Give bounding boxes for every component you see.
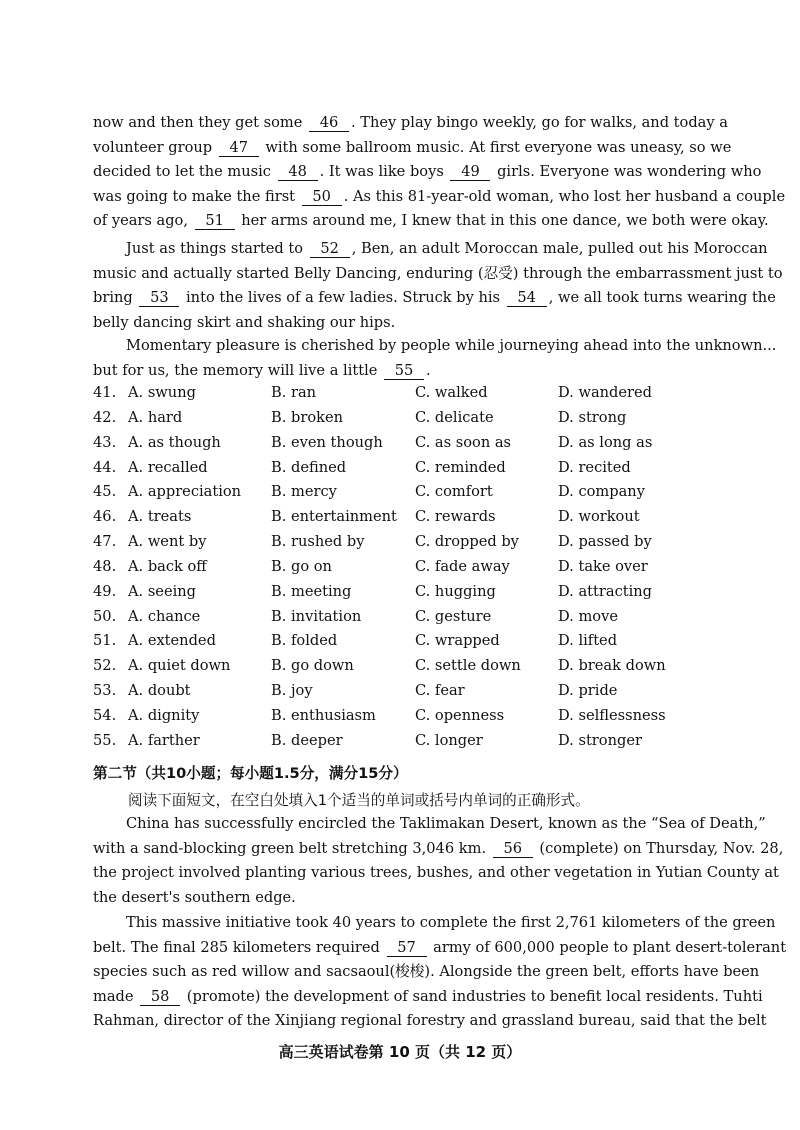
options-table xyxy=(93,384,713,757)
text-line xyxy=(93,334,777,359)
text-segment: belly dancing skirt and shaking our hips. xyxy=(93,313,396,331)
option-c: C. comfort xyxy=(415,483,493,501)
text-segment: music and actually started Belly Dancing, enduring (忍受) through the embarrassment just to xyxy=(93,264,783,282)
option-b: B. deeper xyxy=(271,731,343,749)
text-segment: , Ben, an adult Moroccan male, pulled out his Moroccan xyxy=(351,240,768,257)
option-d: D. attracting xyxy=(558,582,653,600)
option-a: A. dignity xyxy=(128,706,200,724)
option-a: A. doubt xyxy=(128,682,191,700)
text-segment: decided to let the music xyxy=(93,163,276,181)
answer-blank: 54 xyxy=(507,289,547,307)
option-a: A. chance xyxy=(128,607,201,625)
option-b: B. broken xyxy=(271,408,343,426)
question-number: 47. xyxy=(93,533,117,551)
question-number: 41. xyxy=(93,384,117,401)
option-c: C. rewards xyxy=(415,508,496,526)
option-a: A. swung xyxy=(128,384,196,401)
text-segment: . It was like boys xyxy=(319,163,449,181)
option-d: D. recited xyxy=(558,458,631,476)
text-line xyxy=(93,262,783,287)
text-line xyxy=(93,812,766,837)
text-line xyxy=(93,861,779,886)
option-b: B. enthusiasm xyxy=(271,706,376,724)
text-line xyxy=(93,1009,767,1034)
text-line xyxy=(93,111,728,136)
answer-blank: 58 xyxy=(140,988,180,1006)
text-segment: Just as things started to xyxy=(126,240,308,257)
option-b: B. mercy xyxy=(271,483,337,501)
answer-blank: 50 xyxy=(302,188,342,206)
option-row xyxy=(93,409,713,434)
question-number: 55. xyxy=(93,731,117,749)
answer-blank: 46 xyxy=(309,114,349,132)
passage-paragraph-3 xyxy=(93,334,777,383)
option-b: B. even though xyxy=(271,433,383,451)
text-segment: , we all took turns wearing the xyxy=(548,289,776,307)
option-c: C. walked xyxy=(415,384,488,401)
text-segment: but for us, the memory will live a little xyxy=(93,361,383,379)
option-c: C. longer xyxy=(415,731,483,749)
text-line xyxy=(93,359,705,384)
text-line xyxy=(93,311,705,336)
answer-blank: 57 xyxy=(387,939,427,957)
question-number: 53. xyxy=(93,682,117,700)
option-d: D. workout xyxy=(558,508,640,526)
option-c: C. openness xyxy=(415,706,505,724)
option-b: B. go down xyxy=(271,657,354,675)
option-a: A. seeing xyxy=(128,582,196,600)
text-segment: volunteer group xyxy=(93,138,217,156)
text-line xyxy=(93,209,769,234)
option-row xyxy=(93,434,713,459)
text-segment: Momentary pleasure is cherished by people while journeying ahead into the unknown... xyxy=(126,337,777,354)
passage-paragraph-1 xyxy=(93,111,786,234)
text-segment: with a sand-blocking green belt stretching 3,046 km. xyxy=(93,839,491,857)
question-number: 52. xyxy=(93,657,117,675)
option-d: D. wandered xyxy=(558,384,652,401)
option-row xyxy=(93,707,713,732)
text-line xyxy=(93,286,776,311)
text-segment: with some ballroom music. At first everyone was uneasy, so we xyxy=(260,138,732,156)
option-row xyxy=(93,732,713,757)
text-segment: army of 600,000 people to plant desert-tolerant xyxy=(428,938,787,956)
option-row xyxy=(93,682,713,707)
text-line xyxy=(93,985,763,1010)
option-d: D. move xyxy=(558,607,618,625)
question-number: 45. xyxy=(93,483,117,501)
question-number: 54. xyxy=(93,706,117,724)
option-c: C. as soon as xyxy=(415,433,512,451)
option-a: A. recalled xyxy=(128,458,208,476)
option-d: D. take over xyxy=(558,557,648,575)
question-number: 43. xyxy=(93,433,117,451)
text-segment: now and then they get some xyxy=(93,114,307,131)
text-segment: . As this 81-year-old woman, who lost her husband a couple xyxy=(343,187,786,205)
option-c: C. delicate xyxy=(415,408,494,426)
text-line xyxy=(93,185,786,210)
text-segment: . They play bingo weekly, go for walks, and today a xyxy=(351,114,728,131)
option-b: B. ran xyxy=(271,384,317,401)
text-line xyxy=(93,911,776,936)
text-segment: species such as red willow and sacsaoul(梭梭). Alongside the green belt, efforts have been xyxy=(93,963,760,981)
option-c: C. fade away xyxy=(415,557,510,575)
text-line xyxy=(93,936,787,961)
question-number: 51. xyxy=(93,632,117,650)
question-number: 46. xyxy=(93,508,117,526)
option-a: A. went by xyxy=(128,533,207,551)
option-c: C. fear xyxy=(415,682,465,700)
question-number: 44. xyxy=(93,458,117,476)
text-segment: the desert's southern edge. xyxy=(93,888,296,906)
option-c: C. dropped by xyxy=(415,533,519,551)
text-segment: made xyxy=(93,987,139,1005)
option-row xyxy=(93,657,713,682)
text-segment: her arms around me, I knew that in this one dance, we both were okay. xyxy=(236,212,769,230)
option-b: B. joy xyxy=(271,682,313,700)
option-row xyxy=(93,508,713,533)
option-a: A. quiet down xyxy=(128,657,231,675)
option-row xyxy=(93,384,713,409)
text-line xyxy=(93,837,784,862)
text-segment: belt. The final 285 kilometers required xyxy=(93,938,385,956)
text-segment: girls. Everyone was wondering who xyxy=(492,163,762,181)
passage2-paragraph-2 xyxy=(93,911,787,1034)
option-row xyxy=(93,558,713,583)
option-d: D. strong xyxy=(558,408,627,426)
passage2-paragraph-1 xyxy=(93,812,784,910)
answer-blank: 52 xyxy=(310,240,350,258)
option-c: C. settle down xyxy=(415,657,521,675)
answer-blank: 47 xyxy=(219,139,259,157)
option-b: B. meeting xyxy=(271,582,352,600)
option-c: C. gesture xyxy=(415,607,492,625)
option-row xyxy=(93,583,713,608)
option-a: A. extended xyxy=(128,632,216,650)
section-heading: 第二节（共10小题；每小题1.5分，满分15分） xyxy=(93,765,408,782)
text-segment: . xyxy=(426,361,431,379)
question-number: 42. xyxy=(93,408,117,426)
option-d: D. as long as xyxy=(558,433,653,451)
option-row xyxy=(93,483,713,508)
option-a: A. farther xyxy=(128,731,200,749)
question-number: 50. xyxy=(93,607,117,625)
option-a: A. treats xyxy=(128,508,192,526)
option-d: D. selflessness xyxy=(558,706,666,724)
section-instruction: 阅读下面短文，在空白处填入1个适当的单词或括号内单词的正确形式。 xyxy=(128,792,590,809)
text-line xyxy=(93,886,705,911)
option-c: C. hugging xyxy=(415,582,496,600)
option-a: A. as though xyxy=(128,433,221,451)
text-line xyxy=(93,160,762,185)
text-segment: This massive initiative took 40 years to complete the first 2,761 kilometers of the green xyxy=(126,914,776,931)
option-c: C. reminded xyxy=(415,458,506,476)
passage-paragraph-2 xyxy=(93,237,783,335)
text-line xyxy=(93,237,768,262)
option-b: B. defined xyxy=(271,458,347,476)
option-a: A. back off xyxy=(128,557,207,575)
text-line xyxy=(93,136,732,161)
page-footer: 高三英语试卷第 10 页（共 12 页） xyxy=(278,1043,522,1061)
option-d: D. stronger xyxy=(558,731,642,749)
option-b: B. go on xyxy=(271,557,332,575)
option-d: D. passed by xyxy=(558,533,652,551)
answer-blank: 56 xyxy=(493,840,533,858)
text-segment: Rahman, director of the Xinjiang regional forestry and grassland bureau, said that the belt xyxy=(93,1012,767,1030)
option-a: A. appreciation xyxy=(128,483,242,501)
text-segment: the project involved planting various trees, bushes, and other vegetation in Yutian County at xyxy=(93,864,779,882)
answer-blank: 48 xyxy=(278,163,318,181)
option-b: B. invitation xyxy=(271,607,362,625)
text-segment: bring xyxy=(93,289,138,307)
option-d: D. break down xyxy=(558,657,666,675)
option-b: B. folded xyxy=(271,632,338,650)
answer-blank: 51 xyxy=(195,212,235,230)
option-d: D. lifted xyxy=(558,632,618,650)
answer-blank: 49 xyxy=(450,163,490,181)
text-segment: China has successfully encircled the Taklimakan Desert, known as the “Sea of Death,” xyxy=(126,815,766,832)
option-row xyxy=(93,459,713,484)
answer-blank: 53 xyxy=(139,289,179,307)
option-d: D. pride xyxy=(558,682,618,700)
text-line xyxy=(93,960,760,985)
option-row xyxy=(93,608,713,633)
text-segment: into the lives of a few ladies. Struck by his xyxy=(181,289,505,307)
text-segment: (complete) on Thursday, Nov. 28, xyxy=(534,839,784,857)
text-segment: (promote) the development of sand industries to benefit local residents. Tuhti xyxy=(182,987,763,1005)
option-b: B. rushed by xyxy=(271,533,365,551)
option-row xyxy=(93,632,713,657)
question-number: 48. xyxy=(93,557,117,575)
text-segment: of years ago, xyxy=(93,212,193,230)
option-b: B. entertainment xyxy=(271,508,397,526)
text-segment: was going to make the first xyxy=(93,187,300,205)
option-a: A. hard xyxy=(128,408,183,426)
question-number: 49. xyxy=(93,582,117,600)
option-d: D. company xyxy=(558,483,645,501)
option-row xyxy=(93,533,713,558)
answer-blank: 55 xyxy=(384,362,424,380)
option-c: C. wrapped xyxy=(415,632,500,650)
